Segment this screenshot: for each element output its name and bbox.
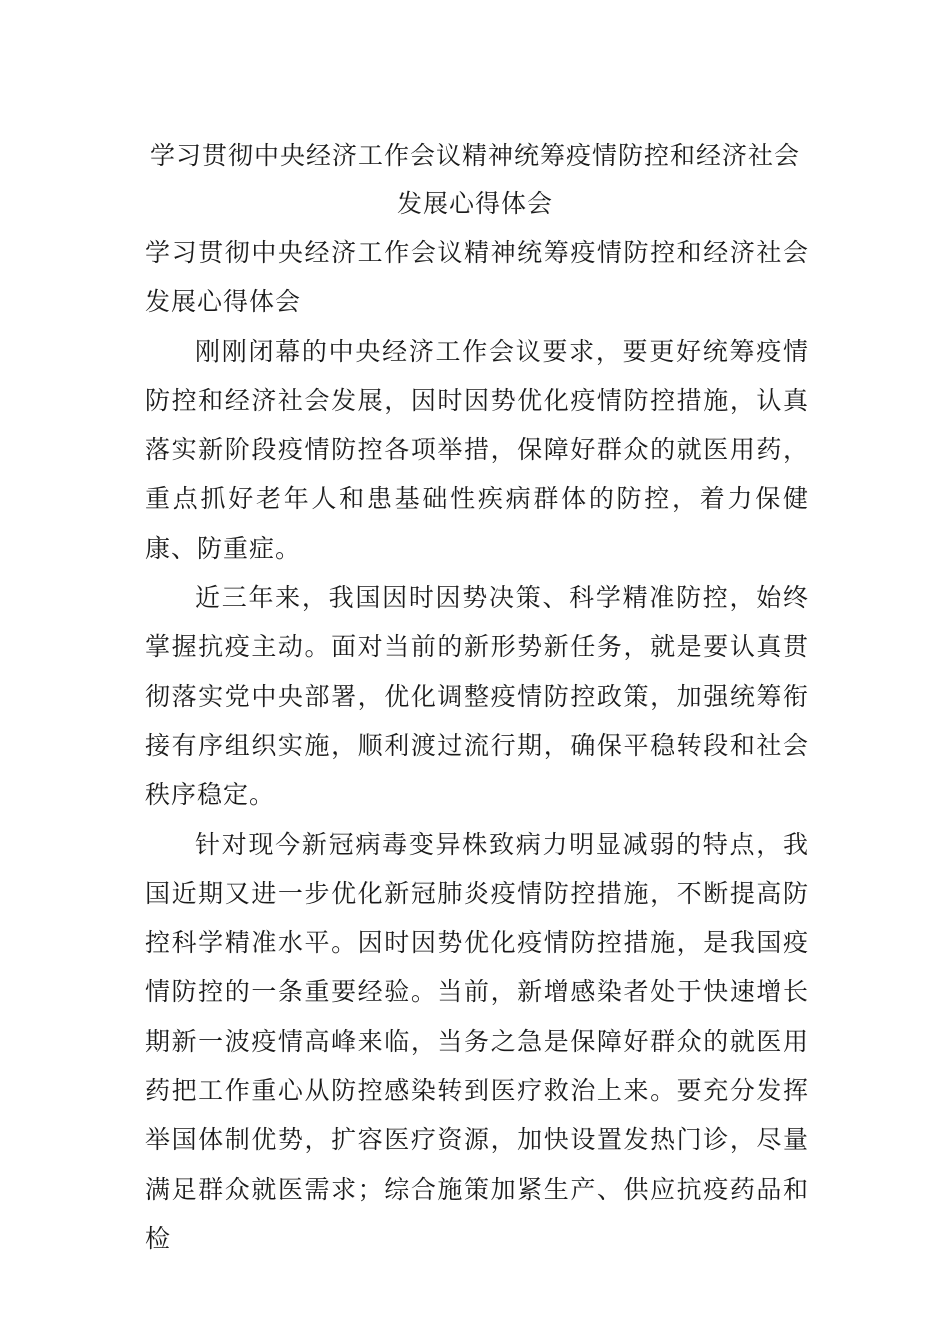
paragraph-1: 刚刚闭幕的中央经济工作会议要求，要更好统筹疫情防控和经济社会发展，因时因势优化疫情防控措施，认真落实新阶段疫情防控各项举措，保障好群众的就医用药，重点抓好老年人和患基础性疾病群体的防控，着力保健康、防重症。 (145, 336, 809, 563)
subtitle-paragraph: 学习贯彻中央经济工作会议精神统筹疫情防控和经济社会发展心得体会 (145, 238, 809, 317)
title-line-2: 发展心得体会 (396, 189, 553, 218)
paragraph-3: 针对现今新冠病毒变异株致病力明显减弱的特点，我国近期又进一步优化新冠肺炎疫情防控措施，不断提高防控科学精准水平。因时因势优化疫情防控措施，是我国疫情防控的一条重要经验。当前，新增感染者处于快速增长期新一波疫情高峰来临，当务之急是保障好群众的就医用药把工作重心从防控感染转到医疗救治上来。要充分发挥举国体制优势，扩容医疗资源，加快设置发热门诊，尽量满足群众就医需求；综合施策加紧生产、供应抗疫药品和检 (145, 829, 809, 1253)
document-body (145, 228, 809, 1263)
paragraph-2: 近三年来，我国因时因势决策、科学精准防控，始终掌握抗疫主动。面对当前的新形势新任务，就是要认真贯彻落实党中央部署，优化调整疫情防控政策，加强统筹衔接有序组织实施，顺利渡过流行期，确保平稳转段和社会秩序稳定。 (145, 583, 809, 810)
title-line-1: 学习贯彻中央经济工作会议精神统筹疫情防控和经济社会 (149, 141, 800, 170)
document-title (140, 132, 810, 228)
